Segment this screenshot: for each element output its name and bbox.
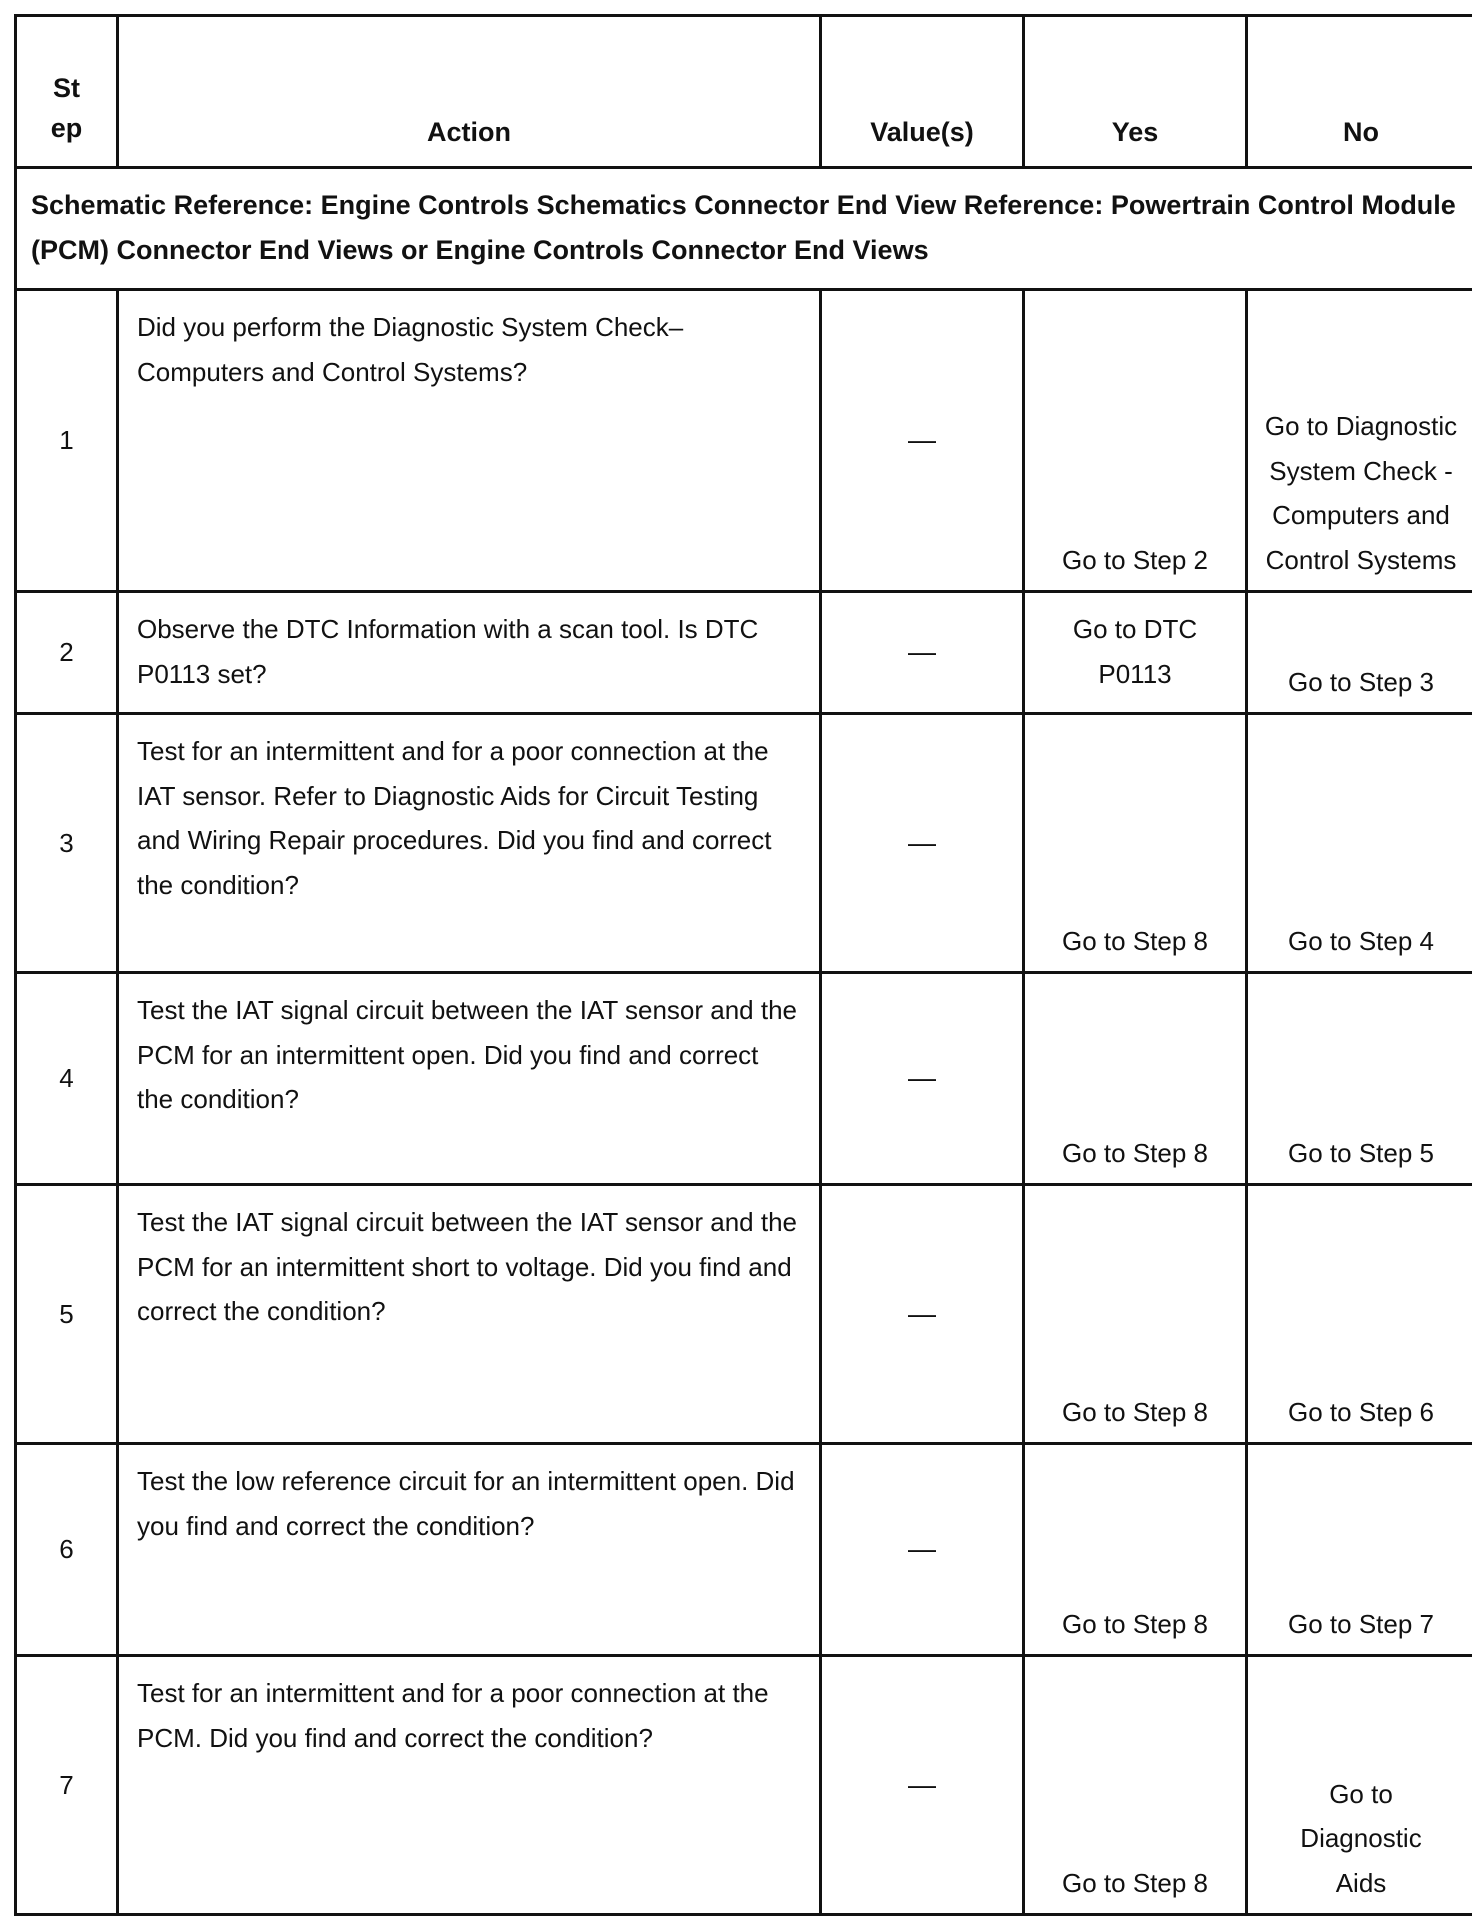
action-text: Test for an intermittent and for a poor connection at the IAT sensor. Refer to Diagnostic Aids for Circuit Testing and Wiring Repair procedures. Did you find and correct the condition? [118,714,821,973]
no-cell: Go to Diagnostic Aids [1247,1656,1472,1915]
value-cell: — [821,1656,1024,1915]
table-row [16,1185,1472,1444]
no-cell: Go to Step 4 [1247,714,1472,973]
table-row [16,973,1472,1185]
action-text: Test for an intermittent and for a poor connection at the PCM. Did you find and correct the condition? [118,1656,821,1915]
action-text: Test the IAT signal circuit between the IAT sensor and the PCM for an intermittent short to voltage. Did you find and correct the condition? [118,1185,821,1444]
no-cell: Go to Step 3 [1247,592,1472,714]
table-row [16,592,1472,714]
no-cell: Go to Step 7 [1247,1444,1472,1656]
step-number: 1 [16,290,118,592]
table-row [16,290,1472,592]
yes-cell: Go to Step 8 [1024,1444,1247,1656]
header-values: Value(s) [821,16,1024,168]
value-cell: — [821,973,1024,1185]
step-number: 6 [16,1444,118,1656]
no-cell: Go to Step 6 [1247,1185,1472,1444]
yes-cell: Go to Step 2 [1024,290,1247,592]
header-action: Action [118,16,821,168]
header-row [16,16,1472,168]
value-cell: — [821,592,1024,714]
table-row [16,1656,1472,1915]
header-step: St ep [16,16,118,168]
value-cell: — [821,290,1024,592]
value-cell: — [821,1185,1024,1444]
action-text: Did you perform the Diagnostic System Check–Computers and Control Systems? [118,290,821,592]
step-number: 5 [16,1185,118,1444]
diagnostic-table [14,14,1472,1916]
yes-cell: Go to DTC P0113 [1024,592,1247,714]
yes-cell: Go to Step 8 [1024,714,1247,973]
step-number: 3 [16,714,118,973]
no-cell: Go to Diagnostic System Check - Computers and Control Systems [1247,290,1472,592]
yes-cell: Go to Step 8 [1024,1656,1247,1915]
header-no: No [1247,16,1472,168]
action-text: Observe the DTC Information with a scan tool. Is DTC P0113 set? [118,592,821,714]
value-cell: — [821,1444,1024,1656]
yes-cell: Go to Step 8 [1024,1185,1247,1444]
yes-cell: Go to Step 8 [1024,973,1247,1185]
step-number: 2 [16,592,118,714]
table-row [16,1444,1472,1656]
action-text: Test the IAT signal circuit between the IAT sensor and the PCM for an intermittent open. Did you find and correct the condition? [118,973,821,1185]
no-cell: Go to Step 5 [1247,973,1472,1185]
step-number: 4 [16,973,118,1185]
schematic-reference: Schematic Reference: Engine Controls Schematics Connector End View Reference: Powertrain Control Module (PCM) Connector End Views or Engine Controls Connector End Views [16,168,1472,290]
header-yes: Yes [1024,16,1247,168]
step-number: 7 [16,1656,118,1915]
value-cell: — [821,714,1024,973]
table-row [16,714,1472,973]
reference-row [16,168,1472,290]
action-text: Test the low reference circuit for an intermittent open. Did you find and correct the condition? [118,1444,821,1656]
